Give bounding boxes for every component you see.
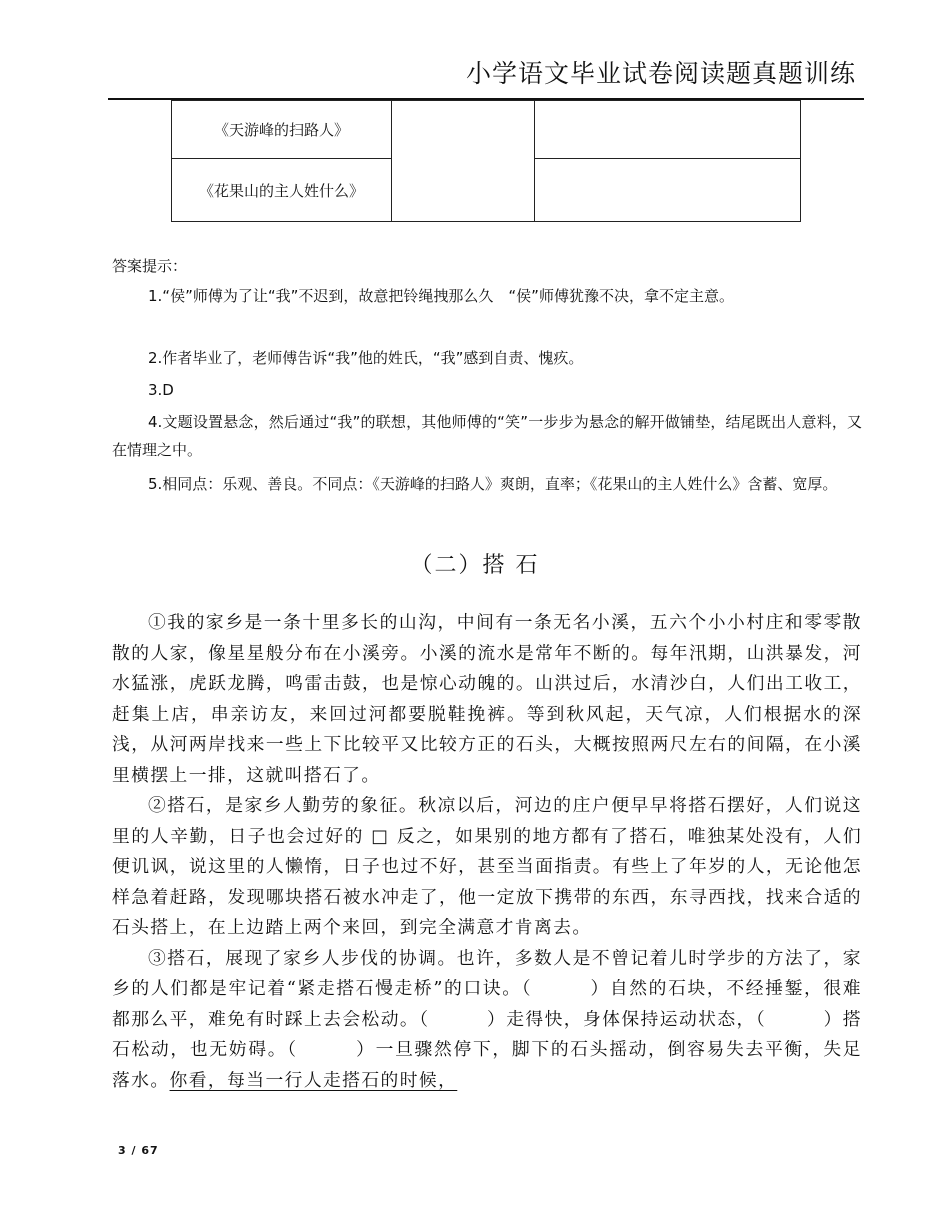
section-title: （二）搭 石	[410, 553, 540, 578]
table-cell-empty	[392, 101, 535, 222]
answer-item-1: 1.“侯”师傅为了让“我”不迟到，故意把铃绳拽那么久 “侯”师傅犹豫不决，拿不定主意。	[148, 287, 734, 305]
essay-paragraph-3-text: ③搭石，展现了家乡人步伐的协调。也许，多数人是不曾记着儿时学步的方法了，家乡的人们都是牢记着“紧走搭石慢走桥”的口诀。（ ）自然的石块，不经捶錾，很难都那么平，难免有时踩上去会松动。（ ）走得快，身体保持运动状态，（ ）搭石松动，也无妨碍。（ ）一旦骤然停下，脚下的石头摇动，倒容易失去平衡，失足落水。	[112, 947, 862, 1091]
table-cell-empty	[535, 159, 801, 222]
answer-item-2: 2.作者毕业了，老师傅告诉“我”他的姓氏，“我”感到自责、愧疚。	[148, 349, 584, 367]
table-cell-empty	[535, 101, 801, 159]
essay-body	[112, 608, 862, 1096]
essay-paragraph-3	[112, 944, 862, 1097]
answer-item-5: 5.相同点：乐观、善良。不同点：《天游峰的扫路人》爽朗，直率；《花果山的主人姓什么》含蓄、宽厚。	[148, 475, 838, 493]
answer-hints	[112, 252, 862, 532]
answer-heading: 答案提示：	[112, 257, 188, 275]
page-number: 3 / 67	[118, 1144, 159, 1157]
answer-item-4: 4.文题设置悬念，然后通过“我”的联想，其他师傅的“笑”一步步为悬念的解开做铺垫，结尾既出人意料，又在情理之中。	[112, 413, 862, 459]
underlined-sentence: 你看，每当一行人走搭石的时候，	[169, 1069, 458, 1091]
answer-item-3: 3.D	[148, 381, 174, 399]
table-row	[172, 101, 801, 159]
table-cell-title: 《天游峰的扫路人》	[172, 101, 392, 159]
comparison-table	[171, 100, 801, 222]
essay-paragraph-1: ①我的家乡是一条十里多长的山沟，中间有一条无名小溪，五六个小小村庄和零零散散的人家，像星星般分布在小溪旁。小溪的流水是常年不断的。每年汛期，山洪暴发，河水猛涨，虎跃龙腾，鸣雷击鼓，也是惊心动魄的。山洪过后，水清沙白，人们出工收工，赶集上店，串亲访友，来回过河都要脱鞋挽裤。等到秋风起，天气凉，人们根据水的深浅，从河两岸找来一些上下比较平又比较方正的石头，大概按照两尺左右的间隔，在小溪里横摆上一排，这就叫搭石了。	[112, 612, 862, 786]
table-cell-title: 《花果山的主人姓什么》	[172, 159, 392, 222]
page-header-title: 小学语文毕业试卷阅读题真题训练	[466, 59, 857, 88]
essay-paragraph-2: ②搭石，是家乡人勤劳的象征。秋凉以后，河边的庄户便早早将搭石摆好，人们说这里的人辛勤，日子也会过好的 □ 反之，如果别的地方都有了搭石，唯独某处没有，人们便讥讽，说这里的人懒惰，日子也过不好，甚至当面指责。有些上了年岁的人，无论他怎样急着赶路，发现哪块搭石被水冲走了，他一定放下携带的东西，东寻西找，找来合适的石头搭上，在上边踏上两个来回，到完全满意才肯离去。	[112, 795, 862, 938]
